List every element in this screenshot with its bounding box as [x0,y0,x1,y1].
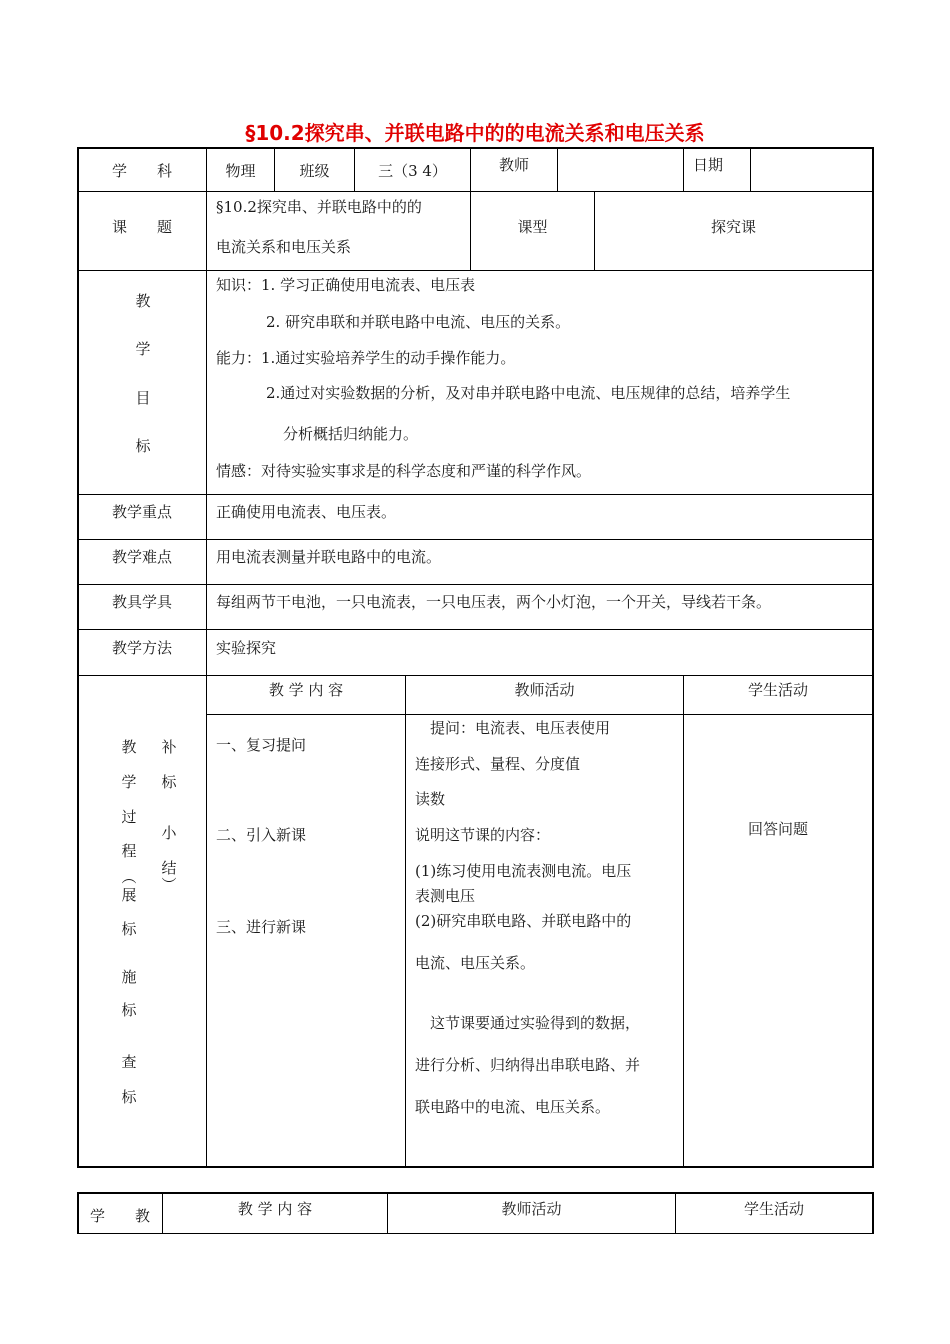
type-value: 探究课 [710,218,756,236]
content-item: 三、进行新课 [216,918,307,936]
knowledge-goal-1: 知识：1. 学习正确使用电流表、电压表 [216,276,476,294]
subject-label: 学 科 [111,162,172,180]
content-item: 一、复习提问 [216,736,307,754]
tools-label: 教具学具 [111,593,172,611]
difficulty-value: 用电流表测量并联电路中的电流。 [216,548,442,566]
teacher-line: 说明这节课的内容： [415,826,551,844]
teacher-line: (1)练习使用电流表测电流。电压 [415,862,632,880]
t2-student-header: 学生活动 [743,1200,804,1218]
teacher-line: 读数 [415,790,446,808]
teacher-line: (2)研究串联电路、并联电路中的 [415,912,632,930]
tools-value: 每组两节干电池，一只电流表，一只电压表，两个小灯泡，一个开关，导线若干条。 [216,593,772,611]
student-activity-header: 学生活动 [747,681,808,699]
content-item: 二、引入新课 [216,826,307,844]
topic-label: 课 题 [111,218,172,236]
teacher-line: 表测电压 [415,887,476,905]
class-label: 班级 [299,162,330,180]
teacher-line: 连接形式、量程、分度值 [415,755,581,773]
goals-label-char: 学 [135,340,151,358]
goals-label-char: 标 [135,437,151,455]
key-point-value: 正确使用电流表、电压表。 [216,503,397,521]
ability-goal-2b: 分析概括归纳能力。 [283,425,419,443]
type-label: 课型 [517,218,548,236]
topic-line-2: 电流关系和电压关系 [216,238,352,256]
topic-line-1: §10.2探究串、并联电路中的的 [216,198,422,216]
ability-goal-1: 能力：1.通过实验培养学生的动手操作能力。 [216,349,516,367]
t2-teacher-header: 教师活动 [501,1200,562,1218]
student-answer: 回答问题 [747,820,808,838]
emotion-goal: 情感：对待实验实事求是的科学态度和严谨的科学作风。 [216,462,592,480]
teacher-line: 进行分析、归纳得出串联电路、并 [415,1056,641,1074]
goals-label-char: 目 [135,389,151,407]
knowledge-goal-2: 2. 研究串联和并联电路中电流、电压的关系。 [266,313,571,331]
method-label: 教学方法 [111,639,172,657]
method-value: 实验探究 [216,639,277,657]
teacher-line: 这节课要通过实验得到的数据， [430,1014,641,1032]
teacher-line: 提问：电流表、电压表使用 [430,719,611,737]
class-value: 三（3 4） [378,162,447,180]
difficulty-label: 教学难点 [111,548,172,566]
key-point-label: 教学重点 [111,503,172,521]
t2-content-header: 教 学 内 容 [237,1200,313,1218]
date-label: 日期 [693,156,724,174]
teacher-activity-header: 教师活动 [514,681,575,699]
t2-left-label: 学 教 [89,1207,150,1225]
content-header: 教 学 内 容 [268,681,344,699]
goals-label-char: 教 [135,292,151,310]
teacher-label: 教师 [499,156,530,174]
document-title: §10.2探究串、并联电路中的的电流关系和电压关系 [245,121,705,145]
ability-goal-2: 2.通过对实验数据的分析，及对串并联电路中电流、电压规律的总结，培养学生 [266,384,791,402]
subject-value: 物理 [225,162,256,180]
teacher-line: 联电路中的电流、电压关系。 [415,1098,611,1116]
teacher-line: 电流、电压关系。 [415,954,536,972]
